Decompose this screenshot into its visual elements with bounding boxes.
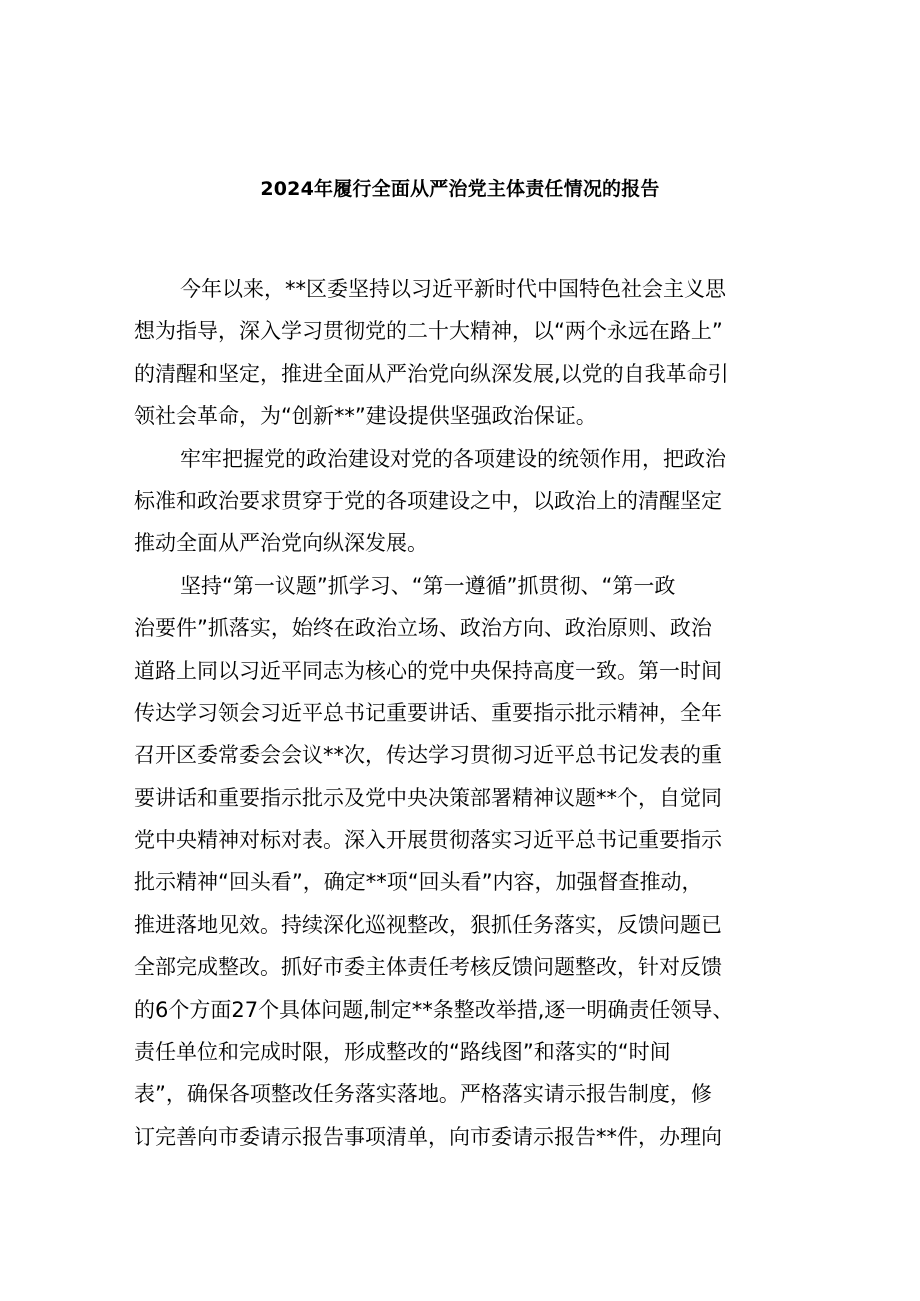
text-line: 今年以来，**区委坚持以习近平新时代中国特色社会主义思: [180, 277, 726, 301]
text-line: 党中央精神对标对表。深入开展贯彻落实习近平总书记重要指示: [134, 828, 722, 853]
text-line: 道路上同以习近平同志为核心的党中央保持高度一致。第一时间: [134, 658, 722, 683]
paragraph-1: [134, 268, 794, 438]
text-line: 责任单位和完成时限，形成整改的“路线图”和落实的“时间: [134, 1040, 671, 1065]
text-line: 全部完成整改。抓好市委主体责任考核反馈问题整改，针对反馈: [134, 955, 722, 980]
text-line: 的6个方面27个具体问题,制定**条整改举措,逐一明确责任领导、: [134, 997, 734, 1022]
text-line: 召开区委常委会会议**次，传达学习贯彻习近平总书记发表的重: [134, 743, 722, 768]
text-line: 标准和政治要求贯穿于党的各项建设之中，以政治上的清醒坚定: [134, 488, 722, 513]
text-line: 的清醒和坚定，推进全面从严治党向纵深发展,以党的自我革命引: [134, 361, 729, 386]
document-body: [134, 268, 794, 1158]
text-line: 推进落地见效。持续深化巡视整改，狠抓任务落实，反馈问题已: [134, 912, 722, 937]
text-line: 牢牢把握党的政治建设对党的各项建设的统领作用，把政治: [180, 446, 726, 471]
text-line: 坚持“第一议题”抓学习、“第一遵循”抓贯彻、“第一政: [180, 573, 676, 598]
text-line: 治要件”抓落实，始终在政治立场、政治方向、政治原则、政治: [134, 616, 712, 641]
paragraph-3: [134, 565, 794, 1158]
text-line: 批示精神“回头看”，确定**项“回头看”内容，加强督查推动，: [134, 870, 703, 895]
text-line: 要讲话和重要指示批示及党中央决策部署精神议题**个，自觉同: [134, 785, 722, 810]
text-line: 领社会革命，为“创新**”建设提供坚强政治保证。: [134, 404, 597, 429]
text-line: 订完善向市委请示报告事项清单，向市委请示报告**件，办理向: [134, 1124, 722, 1149]
paragraph-2: [134, 438, 794, 565]
text-line: 表”，确保各项整改任务落实落地。严格落实请示报告制度，修: [134, 1082, 712, 1107]
text-line: 传达学习领会习近平总书记重要讲话、重要指示批示精神，全年: [134, 700, 722, 725]
text-line: 想为指导，深入学习贯彻党的二十大精神，以“两个永远在路上”: [134, 319, 723, 344]
document-title: 2024年履行全面从严治党主体责任情况的报告: [260, 178, 660, 200]
text-line: 推动全面从严治党向纵深发展。: [134, 531, 428, 556]
